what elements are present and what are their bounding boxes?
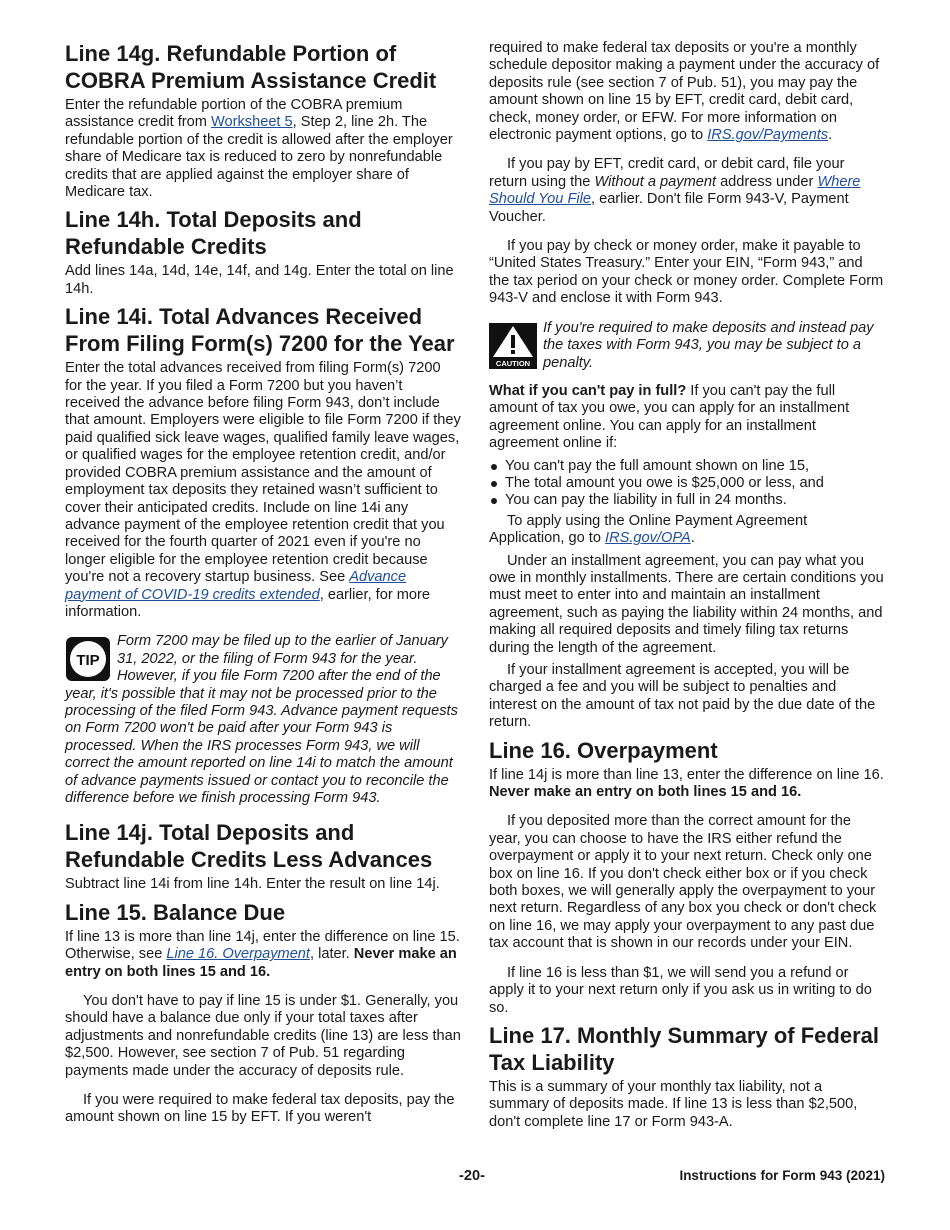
- irs-payments-link[interactable]: IRS.gov/Payments: [707, 127, 829, 144]
- paragraph-14g: Enter the refundable portion of the COBRA premium assistance credit from Worksheet 5, Step 2, line 2h. The refundable portion of the credit is allowed after the employer share of Medicare tax is reduced to zero by nonrefundable credits that are applied against the employer share of Medicare tax.: [65, 97, 453, 201]
- covid-credits-link[interactable]: Advance payment of COVID-19 credits extended: [65, 569, 407, 603]
- left-column: [65, 40, 461, 1127]
- paragraph-eft-filing: If you pay by EFT, credit card, or debit card, file your return using the Without a payment address under Where Should You File, earlier. Don't file Form 943-V, Payment Voucher.: [489, 156, 861, 225]
- heading-line-14j: Line 14j. Total Deposits and Refundable Credits Less Advances: [65, 820, 433, 873]
- paragraph-16-deposited: If you deposited more than the correct amount for the year, you can choose to have the IRS either refund the overpayment or apply it to your next return. Check only one box on line 16. If you don't check either box or if you check both boxes, we will generally apply the overpayment to your next return. Regardless of any box you check or don't check on line 16, we may apply your overpayment to any past due tax account that is shown in our records under your EIN.: [489, 813, 877, 952]
- paragraph-opa: To apply using the Online Payment Agreement Application, go to IRS.gov/OPA.: [489, 512, 808, 547]
- caution-box: [489, 320, 885, 372]
- list-item: You can pay the liability in full in 24 months.: [489, 492, 885, 509]
- paragraph-16-less-than-1: If line 16 is less than $1, we will send you a refund or apply it to your next return only if you ask us in writing to do so.: [489, 964, 872, 1016]
- paragraph-15-balance: You don't have to pay if line 15 is under $1. Generally, you should have a balance due only if your total taxes after adjustments and nonrefundable credits (line 13) are less than $2,500. However, see section 7 of Pub. 51 regarding payments made under the accuracy of deposits rule.: [65, 993, 461, 1079]
- worksheet-5-link[interactable]: Worksheet 5: [211, 114, 293, 131]
- paragraph-payment-options: required to make federal tax deposits or you're a monthly schedule depositor making a payment under the accuracy of deposits rule (see section 7 of Pub. 51), you may pay the amount shown on line 15 by EFT, credit card, debit card, check, money order, or EFW. For more information on electronic payment options, go to IRS.gov/Payments.: [489, 40, 880, 144]
- heading-line-14h: Line 14h. Total Deposits and Refundable Credits: [65, 207, 362, 260]
- paragraph-16: If line 14j is more than line 13, enter the difference on line 16. Never make an entry on both lines 15 and 16.: [489, 766, 884, 801]
- tip-icon: [65, 636, 111, 682]
- paragraph-14j: Subtract line 14i from line 14h. Enter the result on line 14j.: [65, 876, 440, 893]
- page-footer: [0, 1168, 950, 1188]
- paragraph-15: If line 13 is more than line 14j, enter the difference on line 15. Otherwise, see Line 16. Overpayment, later. Never make an entry on both lines 15 and 16.: [65, 928, 460, 980]
- line-16-overpayment-link[interactable]: Line 16. Overpayment: [166, 946, 310, 963]
- list-item: The total amount you owe is $25,000 or less, and: [489, 475, 885, 492]
- paragraph-14i: Enter the total advances received from filing Form(s) 7200 for the year. If you filed a Form 7200 but you haven’t received the advance before filing Form 943, don’t include that amount. Employers were eligible to file Form 7200 if they paid qualified sick leave wages, qualified family leave wages, or qualified wages for the employee retention credit, and/or provided COBRA premium assistance and the amount of employment tax deposits they retained wasn’t sufficient to cover their anticipated credits. Include on line 14i any advance payment of the employee retention credit that you received for the fourth quarter of 2021 even if you're no longer eligible for the employee retention credit because you're not a recovery startup business. See Advance payment of COVID-19 credits extended, earlier, for more information.: [65, 360, 461, 620]
- heading-line-17: Line 17. Monthly Summary of Federal Tax Liability: [489, 1022, 879, 1075]
- heading-line-16: Line 16. Overpayment: [489, 737, 718, 763]
- paragraph-check-payment: If you pay by check or money order, make it payable to “United States Treasury.” Enter your EIN, “Form 943,” and the tax period on your check or money order. Complete Form 943-V and enclose it with Form 943.: [489, 238, 884, 307]
- paragraph-installment: Under an installment agreement, you can pay what you owe in monthly installments. There are certain conditions you must meet to enter into and maintain an installment agreement, such as paying the liability within 24 months, and making all required deposits and timely filing tax returns during the length of the agreement.: [489, 552, 884, 656]
- caution-label: CAUTION: [495, 358, 531, 368]
- irs-opa-link[interactable]: IRS.gov/OPA: [605, 530, 691, 547]
- paragraph-17: This is a summary of your monthly tax liability, not a summary of deposits made. If line 13 is less than $2,500, don't complete line 17 or Form 943-A.: [489, 1078, 858, 1130]
- caution-text: If you're required to make deposits and instead pay the taxes with Form 943, you may be subject to a penalty.: [543, 319, 874, 371]
- paragraph-accepted: If your installment agreement is accepted, you will be charged a fee and you will be subject to penalties and interest on the amount of tax not paid by the due date of the return.: [489, 662, 876, 731]
- tip-text: Form 7200 may be filed up to the earlier of January 31, 2022, or the filing of Form 943 for the year. However, if you file Form 7200 after the end of the year, it's possible that it may not be processed prior to the processing of the filed Form 943. Advance payment requests on Form 7200 won't be paid after your Form 943 is processed. When the IRS processes Form 943, we will correct the amount reported on line 14i to match the amount of advance payments issued or contact you to reconcile the difference before we finish processing Form 943.: [65, 633, 458, 806]
- heading-line-14i: Line 14i. Total Advances Received From Filing Form(s) 7200 for the Year: [65, 304, 455, 357]
- right-column: [489, 40, 885, 1131]
- footer-document-title: Instructions for Form 943 (2021): [679, 1168, 885, 1183]
- heading-line-14g: Line 14g. Refundable Portion of COBRA Premium Assistance Credit: [65, 41, 437, 93]
- paragraph-cant-pay: What if you can't pay in full? If you can't pay the full amount of tax you owe, you can apply for an installment agreement online. You can apply for an installment agreement online if:: [489, 382, 850, 452]
- page-number: -20-: [459, 1168, 485, 1184]
- tip-box: [65, 633, 461, 807]
- paragraph-15-eft: If you were required to make federal tax deposits, pay the amount shown on line 15 by EFT. If you weren't: [65, 1092, 455, 1126]
- paragraph-14h: Add lines 14a, 14d, 14e, 14f, and 14g. Enter the total on line 14h.: [65, 263, 454, 297]
- caution-icon: [489, 323, 537, 369]
- list-item: You can't pay the full amount shown on line 15,: [489, 458, 885, 475]
- tip-label: TIP: [76, 652, 100, 670]
- where-should-you-file-link[interactable]: Where Should You File: [489, 173, 861, 208]
- heading-line-15: Line 15. Balance Due: [65, 899, 286, 925]
- installment-conditions-list: [489, 458, 885, 510]
